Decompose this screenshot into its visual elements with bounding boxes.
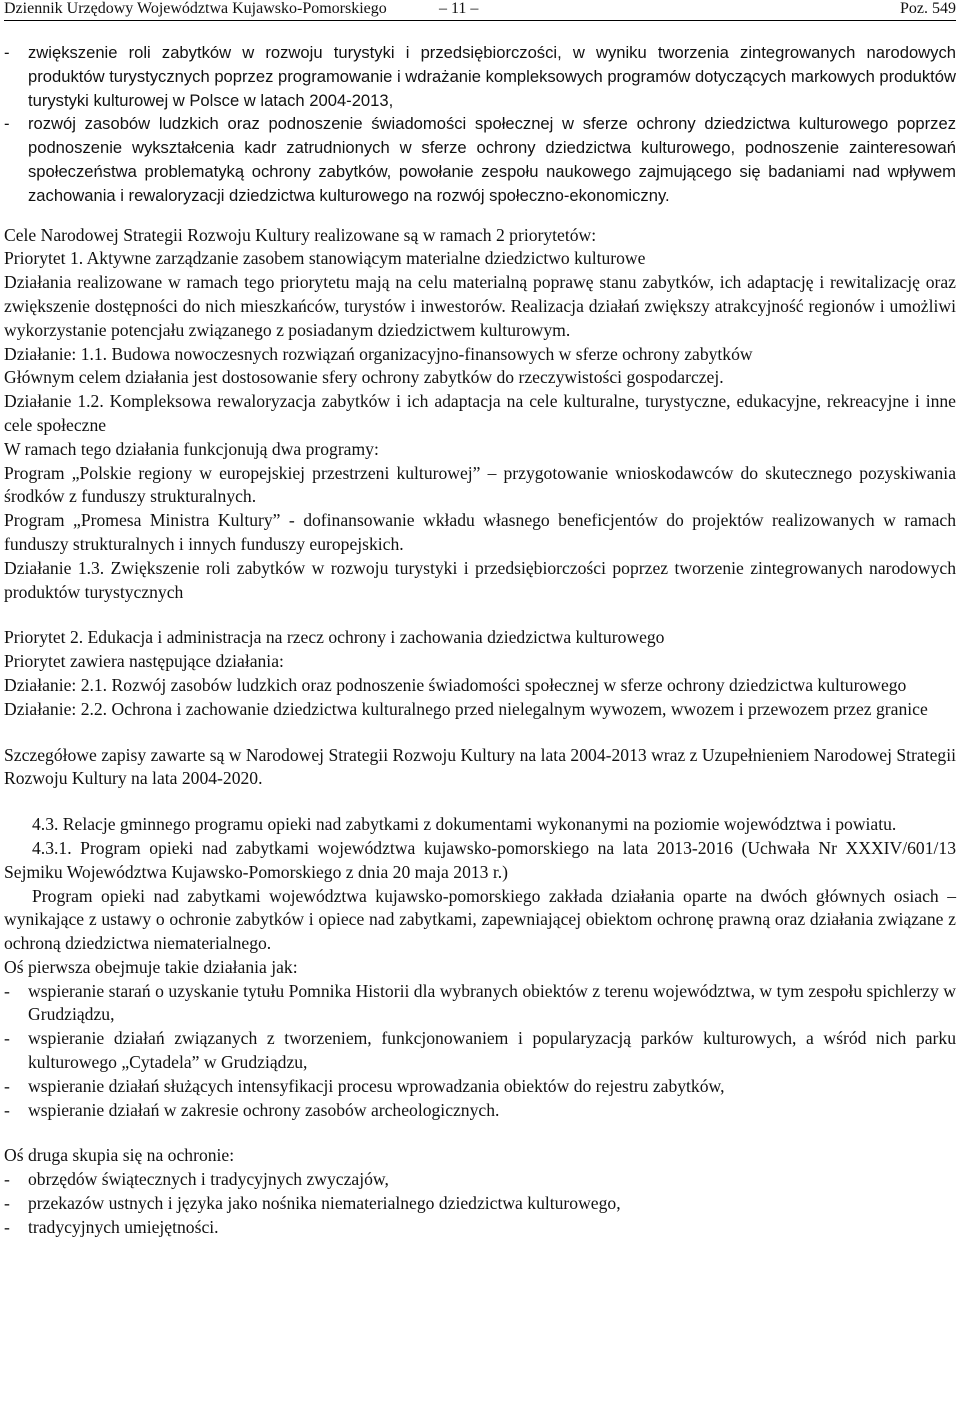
priority-2-title: Priorytet 2. Edukacja i administracja na rzecz ochrony i zachowania dziedzictwa kulturowego <box>4 627 665 648</box>
axis-1-intro: Oś pierwsza obejmuje takie działania jak: <box>4 956 298 977</box>
axis-1-list <box>4 980 956 1123</box>
list-item <box>4 980 956 1028</box>
list-item <box>4 1099 956 1123</box>
action-1-1-title: Działanie: 1.1. Budowa nowoczesnych rozwiązań organizacyjno-finansowych w sferze ochrony zabytków <box>4 343 753 364</box>
list-item-text: przekazów ustnych i języka jako nośnika niematerialnego dziedzictwa kulturowego, <box>28 1193 621 1214</box>
list-item <box>4 1192 956 1216</box>
list-dash: - <box>4 114 10 134</box>
list-item <box>4 1027 956 1075</box>
action-1-2-title: Działanie 1.2. Kompleksowa rewaloryzacja zabytków i ich adaptacja na cele kulturalne, turystyczne, edukacyjne, rekreacyjne i inne cele społeczne <box>4 391 956 435</box>
position-number: Poz. 549 <box>900 0 956 17</box>
list-item <box>4 112 956 207</box>
list-dash: - <box>4 1216 10 1237</box>
goals-intro: Cele Narodowej Strategii Rozwoju Kultury realizowane są w ramach 2 priorytetów: <box>4 224 597 245</box>
list-item <box>4 1168 956 1192</box>
section-4-3-1-heading: 4.3.1. Program opieki nad zabytkami województwa kujawsko-pomorskiego na lata 2013-2016 (Uchwała Nr XXXIV/601/13 Sejmiku Województwa Kujawsko-Pomorskiego z dnia 20 maja 2013 r.) <box>4 837 956 882</box>
program-promesa: Program „Promesa Ministra Kultury” - dofinansowanie wkładu własnego beneficjentów do projektów realizowanych w ramach funduszy strukturalnych i innych funduszy europejskich. <box>4 510 956 554</box>
axis-2-intro: Oś druga skupia się na ochronie: <box>4 1145 235 1166</box>
page-header <box>4 0 956 21</box>
list-dash: - <box>4 1028 10 1049</box>
list-item <box>4 1075 956 1099</box>
list-item-text: wspieranie starań o uzyskanie tytułu Pomnika Historii dla wybranych obiektów z terenu województwa, w tym zespołu spichlerzy w Grudziądzu, <box>28 980 956 1025</box>
list-item-text: tradycyjnych umiejętności. <box>28 1216 219 1237</box>
list-item <box>4 1216 956 1240</box>
list-item-text: rozwój zasobów ludzkich oraz podnoszenie świadomości społecznej w sferze ochrony dziedzictwa kulturowego poprzez podnoszenie wykształcenia kadr zatrudnionych w sferze ochrony dziedzictwa kulturowego, podnoszenie zainteresowań społeczeństwa problematyką ochrony zabytków, powołanie zespołu naukowego zajmującego się badaniami nad wpływem zachowania i rewaloryzacji dziedzictwa kulturowego na rozwój społeczno-ekonomiczny. <box>28 114 956 205</box>
list-dash: - <box>4 980 10 1001</box>
action-1-3-title: Działanie 1.3. Zwiększenie roli zabytków w rozwoju turystyki i przedsiębiorczości poprzez tworzenie zintegrowanych narodowych produktów turystycznych <box>4 557 956 602</box>
section-4-3-1-description: Program opieki nad zabytkami województwa kujawsko-pomorskiego zakłada działania oparte na dwóch głównych osiach – wynikające z ustawy o ochronie zabytków i opiece nad zabytkami, zapewniającej obiektom ochronę prawną oraz działania związane z ochroną dziedzictwa niematerialnego. <box>4 885 956 954</box>
list-dash: - <box>4 1169 10 1190</box>
list-dash: - <box>4 1099 10 1120</box>
list-item <box>4 41 956 112</box>
list-item-text: wspieranie działań służących intensyfikacji procesu wprowadzania obiektów do rejestru zabytków, <box>28 1075 725 1096</box>
intro-list <box>4 41 956 208</box>
program-polskie-regiony: Program „Polskie regiony w europejskiej przestrzeni kulturowej” – przygotowanie wnioskodawców do skutecznego pozyskiwania środków z funduszy strukturalnych. <box>4 462 956 507</box>
action-1-1-description: Głównym celem działania jest dostosowanie sfery ochrony zabytków do rzeczywistości gospodarczej. <box>4 367 724 388</box>
document-page <box>4 0 956 1240</box>
list-item-text: wspieranie działań w zakresie ochrony zasobów archeologicznych. <box>28 1099 500 1120</box>
journal-title: Dziennik Urzędowy Województwa Kujawsko-Pomorskiego <box>4 0 387 17</box>
action-2-1: Działanie: 2.1. Rozwój zasobów ludzkich oraz podnoszenie świadomości społecznej w sferze ochrony dziedzictwa kulturowego <box>4 674 907 695</box>
page-number: – 11 – <box>439 0 479 17</box>
list-dash: - <box>4 1193 10 1214</box>
action-1-2-programs-intro: W ramach tego działania funkcjonują dwa programy: <box>4 438 379 459</box>
list-item-text: wspieranie działań związanych z tworzeniem, funkcjonowaniem i popularyzacją parków kulturowych, a wśród nich parku kulturowego „Cytadela” w Grudziądzu, <box>28 1028 956 1073</box>
list-item-text: zwiększenie roli zabytków w rozwoju turystyki i przedsiębiorczości, w wyniku tworzenia zintegrowanych narodowych produktów turystycznych poprzez programowanie i wdrażanie kompleksowych programów dotyczących markowych produktów turystyki kulturowej w Polsce w latach 2004-2013, <box>28 43 956 110</box>
priority-1-title: Priorytet 1. Aktywne zarządzanie zasobem stanowiącym materialne dziedzictwo kulturowe <box>4 248 646 269</box>
priority-2-contains: Priorytet zawiera następujące działania: <box>4 651 284 672</box>
axis-2-list <box>4 1168 956 1239</box>
priority-1-description: Działania realizowane w ramach tego priorytetu mają na celu materialną poprawę stanu zabytków, ich adaptację i rewitalizację oraz zwiększenie dostępności do nich mieszkańców, turystów i inwestorów. Realizacja działań zwiększy atrakcyjność regionów i umożliwi wykorzystanie potencjału związanego z posiadanym dziedzictwem kulturowym. <box>4 272 956 340</box>
list-item-text: obrzędów świątecznych i tradycyjnych zwyczajów, <box>28 1169 389 1190</box>
list-dash: - <box>4 43 10 62</box>
list-dash: - <box>4 1075 10 1096</box>
details-paragraph: Szczegółowe zapisy zawarte są w Narodowej Strategii Rozwoju Kultury na lata 2004-2013 wraz z Uzupełnieniem Narodowej Strategii Rozwoju Kultury na lata 2004-2020. <box>4 744 956 789</box>
section-4-3-heading: 4.3. Relacje gminnego programu opieki nad zabytkami z dokumentami wykonanymi na poziomie województwa i powiatu. <box>32 814 897 835</box>
action-2-2: Działanie: 2.2. Ochrona i zachowanie dziedzictwa kulturalnego przed nielegalnym wywozem, wwozem i przewozem przez granice <box>4 698 928 719</box>
